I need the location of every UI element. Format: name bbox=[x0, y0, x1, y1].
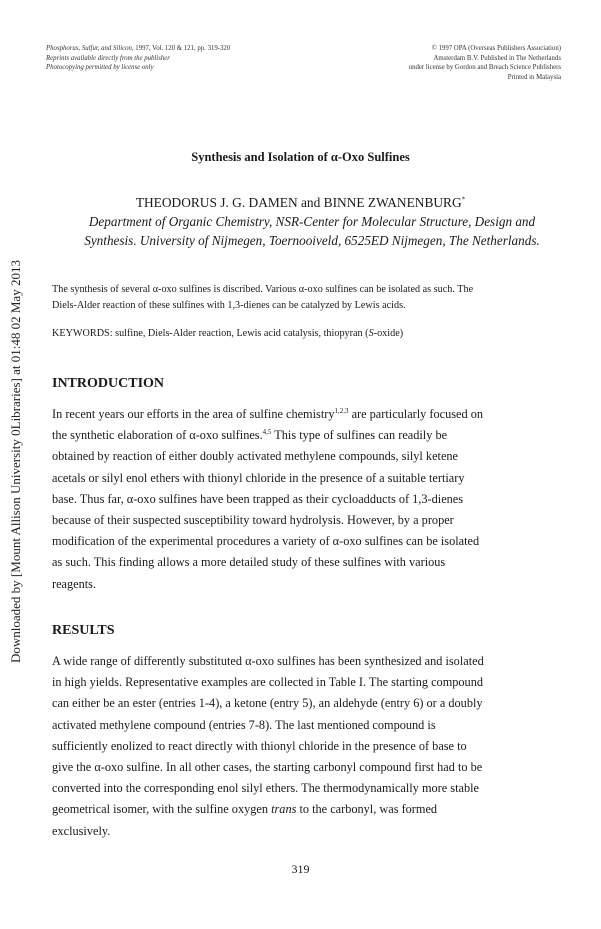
page-number: 319 bbox=[291, 862, 310, 876]
affiliation-line-1: Department of Organic Chemistry, NSR-Center for Molecular Structure, Design and bbox=[88, 214, 536, 229]
license-line: under license by Gordon and Breach Science Publishers bbox=[408, 64, 561, 71]
results-line-9: exclusively. bbox=[52, 823, 111, 838]
results-line-8: geometrical isomer, with the sulfine oxygen trans to the carbonyl, was formed bbox=[52, 802, 438, 817]
abstract bbox=[52, 282, 567, 313]
printed-line: Printed in Malaysia bbox=[507, 73, 561, 81]
copyright-line: © 1997 OPA (Overseas Publishers Association) bbox=[431, 45, 561, 52]
authors bbox=[0, 195, 601, 211]
introduction-paragraph bbox=[52, 404, 562, 595]
intro-line-8: as such. This finding allows a more detailed study of these sulfines with various bbox=[52, 555, 446, 570]
affiliation-line-2: Synthesis. University of Nijmegen, Toernooiveld, 6525ED Nijmegen, The Netherlands. bbox=[84, 233, 540, 248]
keywords-text: KEYWORDS: sulfine, Diels-Alder reaction, Lewis acid catalysis, thiopyran ( bbox=[52, 328, 369, 339]
intro-line-3: obtained by reaction of either doubly activated methylene compounds, silyl ketene bbox=[52, 449, 459, 464]
results-heading: RESULTS bbox=[52, 623, 115, 638]
keywords-s-italic: S bbox=[368, 328, 374, 339]
reprints-note: Reprints available directly from the publisher bbox=[46, 54, 170, 62]
journal-name: Phosphorus, Sulfur, and Silicon, bbox=[46, 45, 134, 52]
intro-line-2: the synthetic elaboration of α-oxo sulfines.$^{4,5}$ This type of sulfines can readily be bbox=[52, 428, 448, 443]
journal-citation: 1997, Vol. 120 & 121, pp. 319-320 bbox=[133, 45, 231, 52]
corresponding-author-mark: * bbox=[461, 195, 466, 204]
results-paragraph bbox=[52, 651, 562, 842]
results-line-1: A wide range of differently substituted α-oxo sulfines has been synthesized and isolated bbox=[52, 654, 484, 668]
journal-header-left bbox=[46, 44, 230, 73]
intro-line-6: because of their suspected susceptibility toward hydrolysis. However, by a proper bbox=[52, 513, 454, 528]
intro-line-5: base. Thus far, α-oxo sulfines have been trapped as their cycloadducts of 1,3-dienes bbox=[52, 491, 464, 506]
photocopy-note: Photocopying permitted by license only bbox=[46, 64, 154, 71]
copyright-header-right bbox=[409, 44, 561, 82]
results-line-6: give the α-oxo sulfine. In all other cases, the starting carbonyl compound first had to be bbox=[52, 760, 483, 775]
intro-line-9: reagents. bbox=[52, 576, 97, 591]
results-line-3: can either be an ester (entries 1-4), a ketone (entry 5), an aldehyde (entry 6) or a doubly bbox=[52, 696, 483, 711]
abstract-line-2: Diels-Alder reaction of these sulfines with 1,3-dienes can be catalyzed by Lewis acids. bbox=[52, 299, 406, 311]
download-watermark: Downloaded by [Mount Allison University 0Libraries] at 01:48 02 May 2013 bbox=[8, 260, 23, 663]
affiliation bbox=[52, 212, 572, 250]
intro-line-4: acetals or silyl enol ethers with thionyl chloride in the presence of a suitable tertiary bbox=[52, 470, 465, 485]
results-line-7: converted into the corresponding enol silyl ethers. The thermodynamically more stable bbox=[52, 781, 479, 796]
author-names: THEODORUS J. G. DAMEN and BINNE ZWANENBURG bbox=[135, 195, 462, 210]
intro-line-7: modification of the experimental procedures a variety of α-oxo sulfines can be isolated bbox=[52, 534, 480, 549]
intro-line-1: In recent years our efforts in the area of sulfine chemistry$^{1,2,3}$ are particularly focused on bbox=[52, 406, 484, 421]
abstract-line-1: The synthesis of several α-oxo sulfines is discribed. Various α-oxo sulfines can be isolated as such. The bbox=[52, 284, 474, 295]
introduction-heading: INTRODUCTION bbox=[52, 376, 165, 391]
results-line-5: sufficiently enolized to react directly with thionyl chloride in the presence of base to bbox=[52, 738, 467, 753]
keywords-tail: -oxide) bbox=[373, 328, 404, 339]
publisher-line: Amsterdam B.V. Published in The Netherlands bbox=[433, 54, 561, 62]
keywords bbox=[52, 328, 567, 339]
results-line-2: in high yields. Representative examples are collected in Table I. The starting compound bbox=[52, 675, 483, 690]
results-line-4: activated methylene compound (entries 7-8). The last mentioned compound is bbox=[52, 717, 436, 732]
paper-title: Synthesis and Isolation of α-Oxo Sulfines bbox=[191, 150, 410, 164]
